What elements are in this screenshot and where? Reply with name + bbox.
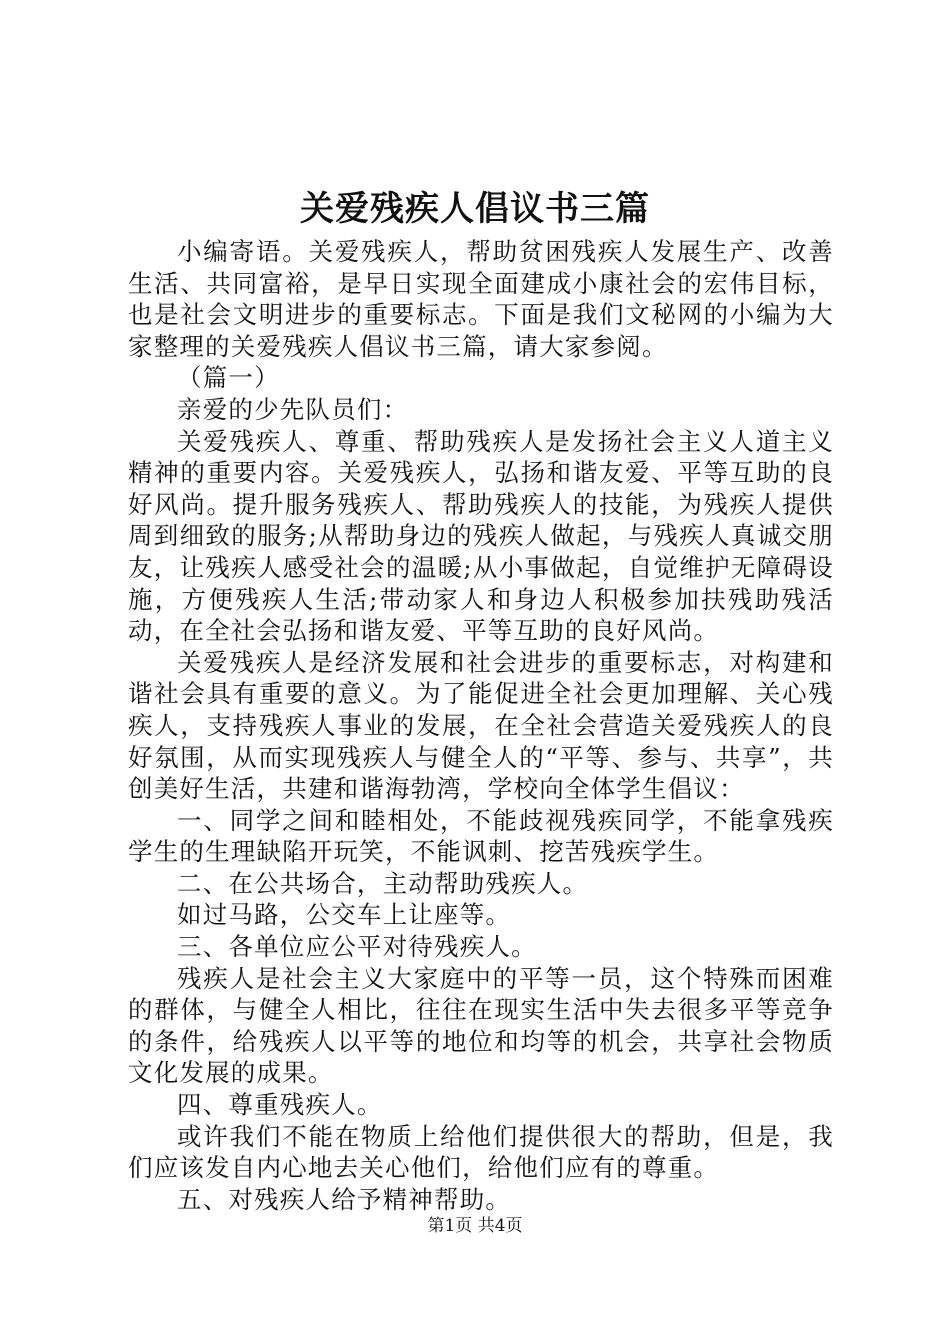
document-title: 关爱残疾人倡议书三篇	[300, 189, 650, 229]
paragraph: 残疾人是社会主义大家庭中的平等一员，这个特殊而困难的群体，与健全人相比，往往在现实生活中失去很多平等竞争的条件，给残疾人以平等的地位和均等的机会，共享社会物质文化发展的成果。	[128, 963, 834, 1088]
paragraph: 或许我们不能在物质上给他们提供很大的帮助，但是，我们应该发自内心地去关心他们，给他们应有的尊重。	[128, 1121, 834, 1183]
paragraph: 关爱残疾人、尊重、帮助残疾人是发扬社会主义人道主义精神的重要内容。关爱残疾人，弘扬和谐友爱、平等互助的良好风尚。提升服务残疾人、帮助残疾人的技能，为残疾人提供周到细致的服务;从帮助身边的残疾人做起，与残疾人真诚交朋友，让残疾人感受社会的温暖;从小事做起，自觉维护无障碍设施，方便残疾人生活;带动家人和身边人积极参加扶残助残活动，在全社会弘扬和谐友爱、平等互助的良好风尚。	[128, 426, 834, 646]
paragraph-item-5: 五、对残疾人给予精神帮助。	[177, 1184, 512, 1214]
paragraph: 关爱残疾人是经济发展和社会进步的重要标志，对构建和谐社会具有重要的意义。为了能促进全社会更加理解、关心残疾人，支持残疾人事业的发展，在全社会营造关爱残疾人的良好氛围，从而实现残疾人与健全人的“平等、参与、共享”，共创美好生活，共建和谐海勃湾，学校向全体学生倡议：	[128, 647, 834, 804]
paragraph-intro: 小编寄语。关爱残疾人，帮助贫困残疾人发展生产、改善生活、共同富裕，是早日实现全面建成小康社会的宏伟目标，也是社会文明进步的重要标志。下面是我们文秘网的小编为大家整理的关爱残疾人倡议书三篇，请大家参阅。	[128, 237, 834, 361]
paragraph-salutation: 亲爱的少先队员们：	[177, 394, 409, 424]
document-body	[128, 236, 834, 1215]
paragraph-item-3: 三、各单位应公平对待残疾人。	[177, 932, 537, 962]
paragraph-item-4: 四、尊重残疾人。	[177, 1090, 383, 1120]
paragraph-item-1: 一、同学之间和睦相处，不能歧视残疾同学，不能拿残疾学生的生理缺陷开玩笑，不能讽刺、挖苦残疾学生。	[128, 805, 834, 867]
page-footer: 第1页 共4页	[427, 1216, 523, 1236]
paragraph: 如过马路，公交车上让座等。	[177, 900, 512, 930]
paragraph-item-2: 二、在公共场合，主动帮助残疾人。	[177, 868, 589, 898]
paragraph-section-heading: （篇一）	[177, 363, 280, 393]
